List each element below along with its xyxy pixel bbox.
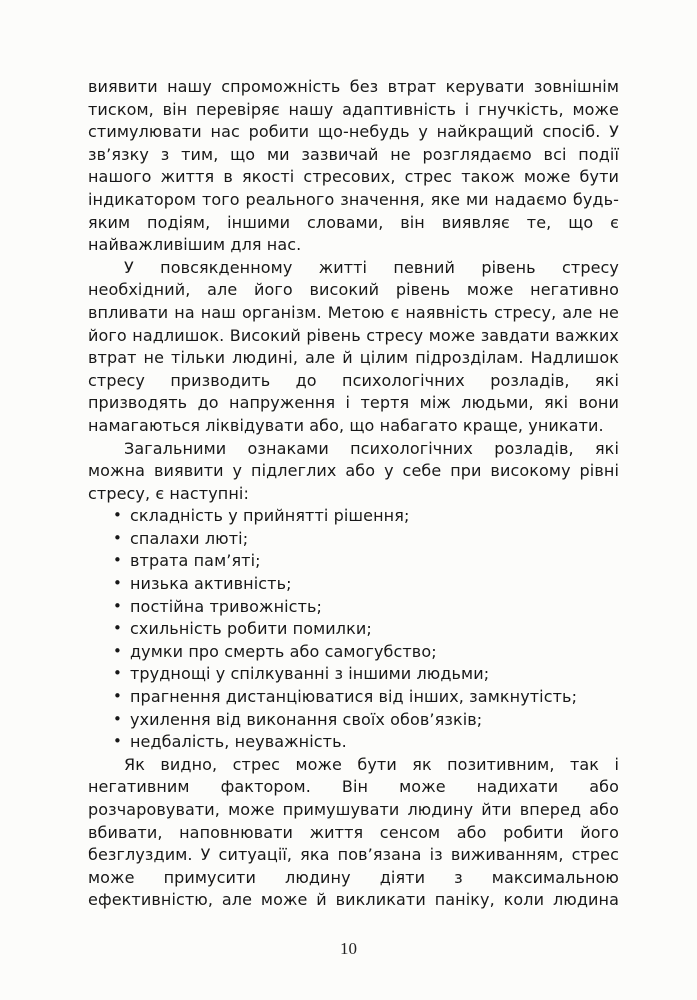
text-line: необхідний, але його високий рівень може негативно [88,280,619,300]
text-line: зв’язку з тим, що ми зазвичай не розглядаємо всі події [88,144,619,164]
paragraph [88,438,619,506]
text-line: вбивати, наповнювати життя сенсом або робити його [88,822,619,842]
text-line: Як видно, стрес може бути як позитивним, так і [124,754,619,774]
list-item-text: недбалість, неуважність. [130,732,347,752]
bullet-icon: • [113,687,122,706]
text-line: ефективністю, але може й викликати паніку, коли людина [88,890,619,910]
list-item [88,641,619,664]
bullet-icon: • [113,574,122,593]
bullet-icon: • [113,596,122,615]
page-content [88,76,619,912]
list-item [88,731,619,754]
text-line: тиском, він перевіряє нашу адаптивність і гнучкість, може [88,99,619,119]
text-line: можна виявити у підлеглих або у себе при високому рівні [88,461,619,481]
text-line: У повсякденному житті певний рівень стресу [124,257,619,277]
text-line: впливати на наш організм. Метою є наявність стресу, але не [88,302,619,322]
bullet-icon: • [113,664,122,683]
list-item-text: складність у прийнятті рішення; [130,506,410,526]
text-line: може примусити людину діяти з максимальною [88,867,619,887]
list-item-text: труднощі у спілкуванні з іншими людьми; [130,664,490,684]
text-line: призводять до напруження і тертя між людьми, які вони [88,393,619,413]
text-line: стресу, є наступні: [88,483,249,503]
text-line: безглуздим. У ситуації, яка пов’язана із виживанням, стрес [88,845,619,865]
list-item [88,686,619,709]
bullet-icon: • [113,506,122,525]
list-item-text: думки про смерть або самогубство; [130,641,437,661]
page-number: 10 [340,939,357,958]
list-item [88,709,619,732]
bullet-icon: • [113,732,122,751]
text-line: негативним фактором. Він може надихати або [88,777,619,797]
text-line: нашого життя в якості стресових, стрес також може бути [88,167,619,187]
list-item [88,528,619,551]
list-item-text: прагнення дистанціюватися від інших, замкнутість; [130,687,578,707]
list-item [88,573,619,596]
list-item [88,663,619,686]
text-line: яким подіям, іншими словами, він виявляє те, що є [88,212,619,232]
list-item-text: схильність робити помилки; [130,619,372,639]
text-line: втрат не тільки людині, але й цілим підрозділам. Надлишок [88,348,619,368]
text-line: його надлишок. Високий рівень стресу може завдати важких [88,325,619,345]
list-item-text: ухилення від виконання своїх обов’язків; [130,709,483,729]
list-item-text: постійна тривожність; [130,596,323,616]
text-line: розчаровувати, може примушувати людину йти вперед або [88,800,619,819]
text-line: намагаються ліквідувати або, що набагато краще, уникати. [88,415,604,435]
text-line: виявити нашу спроможність без втрат керувати зовнішнім [88,77,619,96]
bullet-icon: • [113,551,122,570]
text-line: найважливішим для нас. [88,235,302,255]
text-line: стресу призводить до психологічних розладів, які [88,370,619,390]
text-line: індикатором того реального значення, яке ми надаємо будь- [88,189,619,209]
list-item [88,596,619,619]
list-item-text: низька активність; [130,574,292,594]
bullet-icon: • [113,619,122,638]
list-item [88,505,619,528]
paragraph [88,257,619,438]
bullet-icon: • [113,528,122,547]
list-item-text: втрата пам’яті; [130,551,261,571]
text-line: Загальними ознаками психологічних розладів, які [124,438,619,458]
paragraph [88,76,619,257]
list-item [88,618,619,641]
bullet-list [88,505,619,754]
text-line: стимулювати нас робити що-небудь у найкращий спосіб. У [88,122,619,142]
paragraph [88,754,619,912]
bullet-icon: • [113,641,122,660]
list-item [88,550,619,573]
bullet-icon: • [113,709,122,728]
list-item-text: спалахи люті; [130,528,249,548]
